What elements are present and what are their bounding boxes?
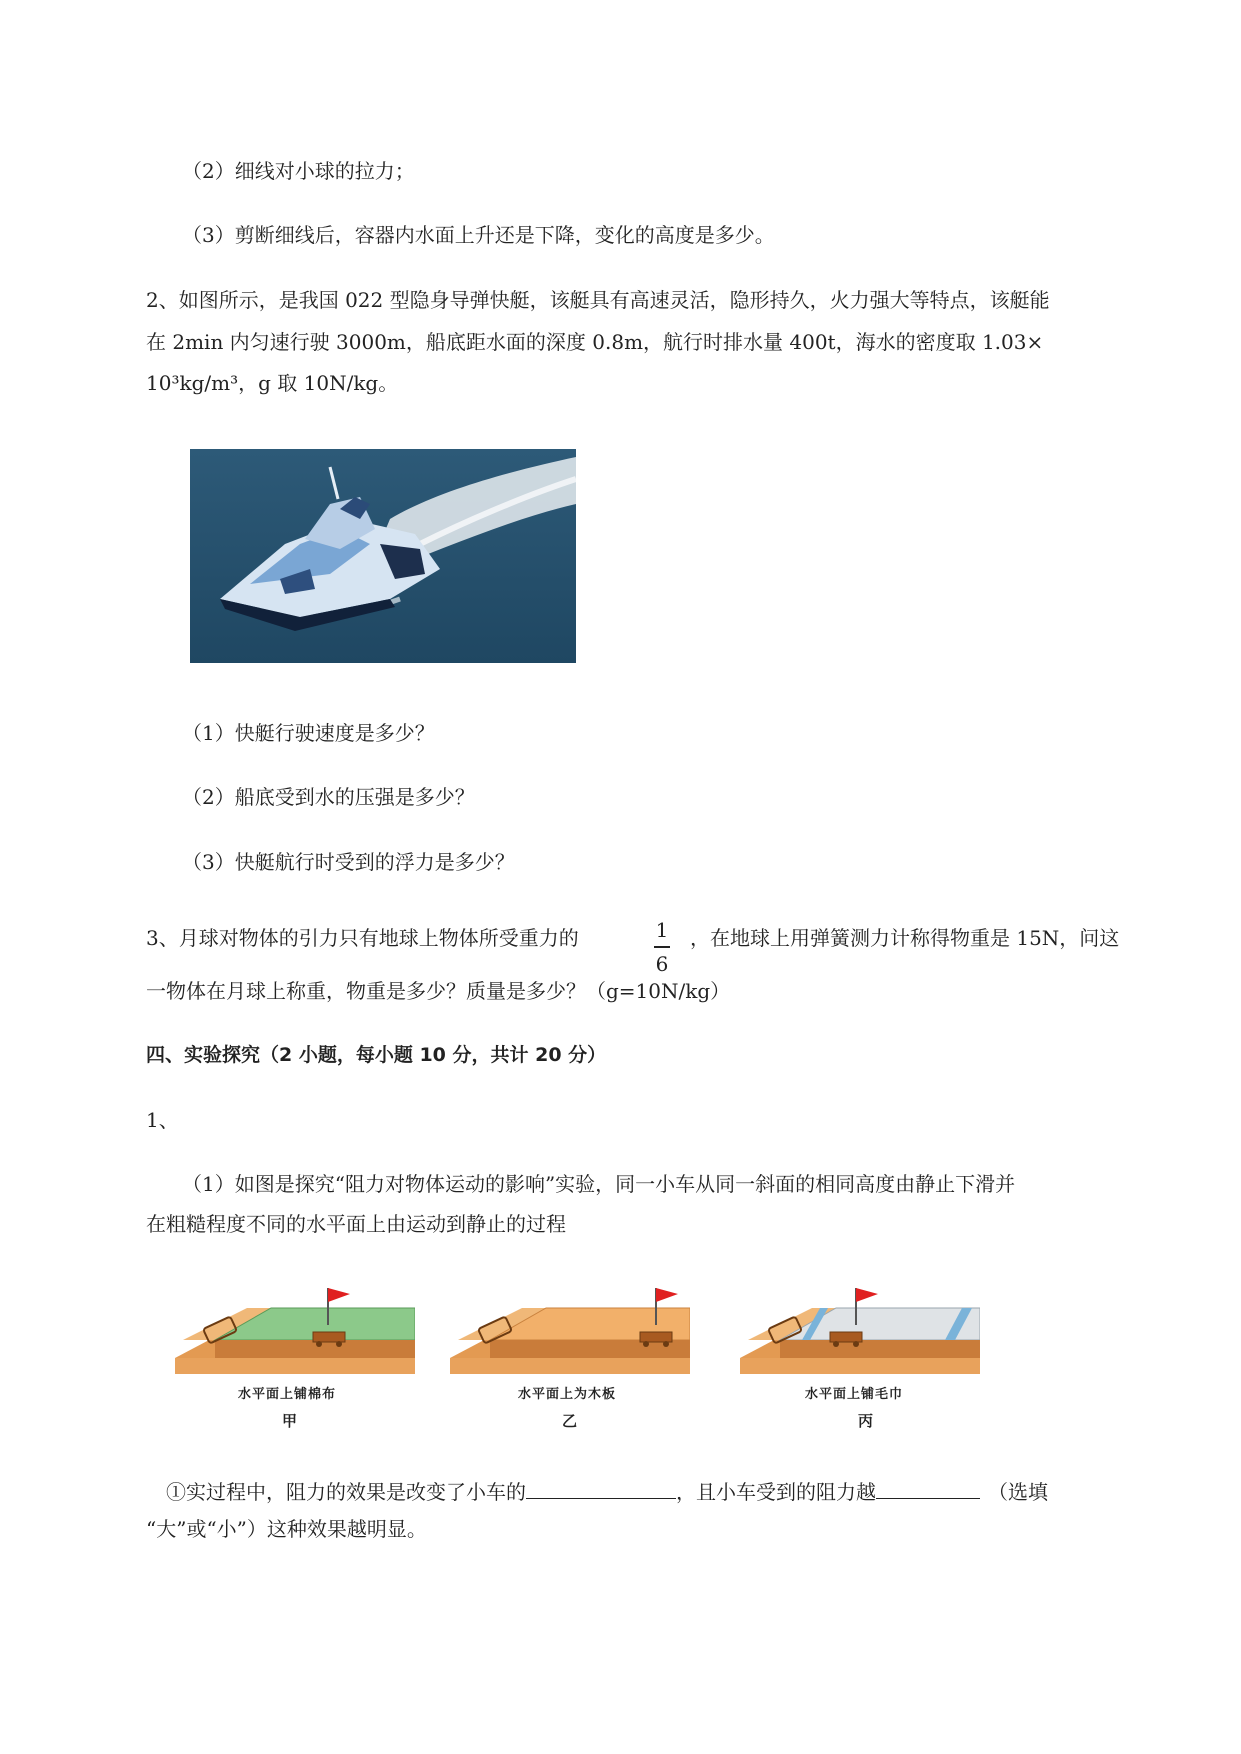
q2-sub1: （1）快艇行驶速度是多少？ bbox=[182, 721, 435, 745]
experiment-1-number: 1、 bbox=[146, 1108, 179, 1132]
answer-blank-1[interactable] bbox=[526, 1476, 676, 1499]
figure-bing bbox=[740, 1280, 980, 1380]
section-title: 四、实验探究（2 小题，每小题 10 分，共计 20 分） bbox=[146, 1044, 607, 1066]
flag-icon bbox=[656, 1288, 678, 1302]
q2-sub3: （3）快艇航行时受到的浮力是多少？ bbox=[182, 850, 515, 874]
flag-icon bbox=[856, 1288, 878, 1302]
boat-photo bbox=[190, 449, 576, 663]
fraction-one-sixth bbox=[652, 918, 672, 976]
exp1-sub1-line1: （1）如图是探究“阻力对物体运动的影响”实验，同一小车从同一斜面的相同高度由静止下滑并 bbox=[182, 1172, 1016, 1196]
flag-icon bbox=[328, 1288, 350, 1302]
fraction-denominator: 6 bbox=[655, 951, 669, 976]
q1-sub2: （2）细线对小球的拉力； bbox=[182, 159, 415, 183]
figure-jia-label: 水平面上铺棉布 bbox=[238, 1387, 337, 1402]
q2-line2: 在 2min 内匀速行驶 3000m，船底距水面的深度 0.8m，航行时排水量 400t，海水的密度取 1.03× bbox=[146, 330, 1044, 354]
q3-line1-pre: 3、月球对物体的引力只有地球上物体所受重力的 bbox=[146, 926, 579, 950]
q3-line2: 一物体在月球上称重，物重是多少？质量是多少？（g=10N/kg） bbox=[146, 979, 731, 1003]
figure-yi-label: 水平面上为木板 bbox=[518, 1387, 617, 1402]
q2-line1: 2、如图所示，是我国 022 型隐身导弹快艇，该艇具有高速灵活，隐形持久，火力强大等特点，该艇能 bbox=[146, 288, 1050, 312]
answer-blank-2[interactable] bbox=[876, 1476, 980, 1499]
q2-line3: 10³kg/m³，g 取 10N/kg。 bbox=[146, 371, 399, 395]
exp1-sub1-line2: 在粗糙程度不同的水平面上由运动到静止的过程 bbox=[146, 1212, 566, 1236]
q3-line1-post: ，在地球上用弹簧测力计称得物重是 15N，问这 bbox=[690, 926, 1120, 950]
fraction-numerator: 1 bbox=[655, 918, 669, 942]
figure-jia bbox=[175, 1280, 415, 1380]
fill-in-text-mid: ，且小车受到的阻力越 bbox=[676, 1480, 876, 1504]
fraction-bar bbox=[654, 946, 670, 948]
fill-in-line1 bbox=[166, 1476, 1048, 1505]
figure-bing-label: 水平面上铺毛巾 bbox=[805, 1387, 904, 1402]
figure-yi-name: 乙 bbox=[562, 1412, 578, 1430]
figure-yi bbox=[450, 1280, 690, 1380]
q1-sub3: （3）剪断细线后，容器内水面上升还是下降，变化的高度是多少。 bbox=[182, 223, 775, 247]
fill-in-text-post: （选填 bbox=[988, 1480, 1048, 1504]
figure-bing-name: 丙 bbox=[858, 1412, 874, 1430]
fill-in-line2: “大”或“小”）这种效果越明显。 bbox=[146, 1517, 427, 1541]
figure-jia-name: 甲 bbox=[282, 1412, 298, 1430]
fill-in-text-pre: ①实过程中，阻力的效果是改变了小车的 bbox=[166, 1480, 526, 1504]
q2-sub2: （2）船底受到水的压强是多少？ bbox=[182, 785, 475, 809]
